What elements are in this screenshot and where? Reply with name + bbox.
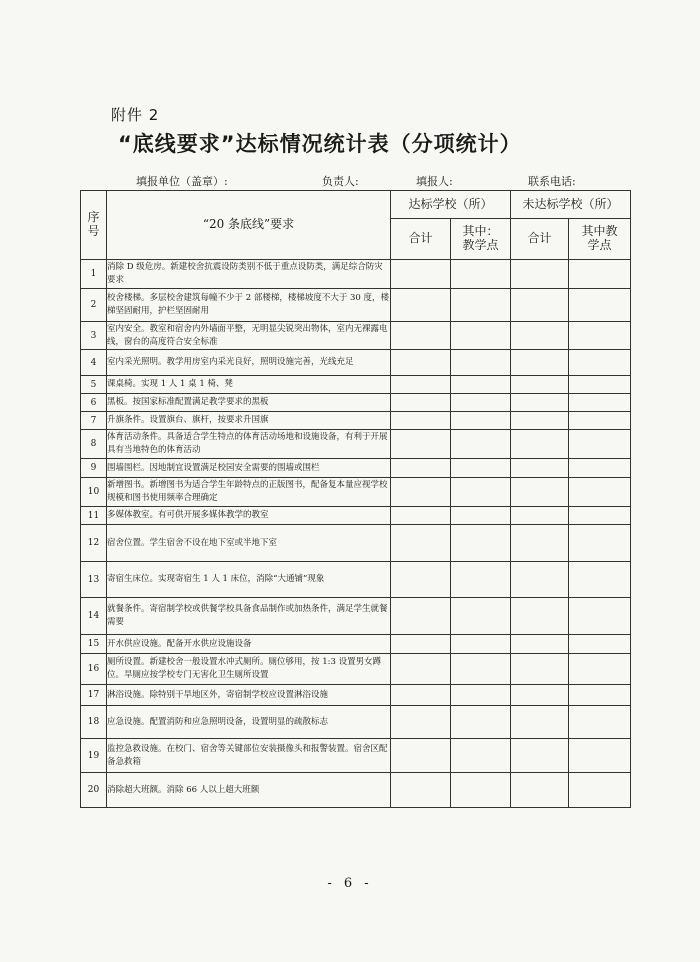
requirement-text: 监控急救设施。在校门、宿舍等关键部位安装摄像头和报警装置。宿舍区配备急救箱	[107, 739, 391, 773]
met-teaching-point-cell[interactable]	[451, 459, 511, 478]
page-title: “底线要求”达标情况统计表（分项统计）	[118, 132, 522, 156]
row-number: 13	[81, 562, 107, 598]
header-unmet-schools: 未达标学校（所）	[511, 191, 631, 219]
requirement-text: 寄宿生床位。实现寄宿生 1 人 1 床位，消除“大通铺”现象	[107, 562, 391, 598]
unmet-teaching-point-cell[interactable]	[569, 598, 631, 635]
unmet-teaching-point-cell[interactable]	[569, 459, 631, 478]
requirement-text: 厕所设置。新建校舍一般设置水冲式厕所。厕位够用，按 1:3 设置男女蹲位。旱厕应按学校专门无害化卫生厕所设置	[107, 654, 391, 685]
requirement-text: 课桌椅。实现 1 人 1 桌 1 椅、凳	[107, 376, 391, 394]
row-number: 17	[81, 685, 107, 706]
met-total-cell[interactable]	[391, 478, 451, 507]
unmet-teaching-point-cell[interactable]	[569, 322, 631, 350]
header-seq: 序号	[81, 191, 107, 260]
fill-phone-label: 联系电话:	[528, 175, 576, 188]
page-number: - 6 -	[327, 876, 373, 891]
unmet-total-cell[interactable]	[511, 350, 569, 376]
met-teaching-point-cell[interactable]	[451, 635, 511, 654]
unmet-total-cell[interactable]	[511, 478, 569, 507]
requirement-text: 消除超大班额。消除 66 人以上超大班额	[107, 773, 391, 808]
unmet-teaching-point-cell[interactable]	[569, 478, 631, 507]
met-teaching-point-cell[interactable]	[451, 685, 511, 706]
met-teaching-point-cell[interactable]	[451, 598, 511, 635]
unmet-total-cell[interactable]	[511, 376, 569, 394]
met-teaching-point-cell[interactable]	[451, 350, 511, 376]
requirement-text: 室内安全。教室和宿舍内外墙面平整，无明显尖锐突出物体，室内无裸露电线，窗台的高度符合安全标准	[107, 322, 391, 350]
met-teaching-point-cell[interactable]	[451, 322, 511, 350]
unmet-total-cell[interactable]	[511, 654, 569, 685]
met-total-cell[interactable]	[391, 394, 451, 412]
row-number: 12	[81, 525, 107, 562]
unmet-total-cell[interactable]	[511, 430, 569, 459]
met-teaching-point-cell[interactable]	[451, 525, 511, 562]
unmet-total-cell[interactable]	[511, 394, 569, 412]
fill-filler-label: 填报人:	[416, 175, 453, 188]
row-number: 20	[81, 773, 107, 808]
unmet-teaching-point-cell[interactable]	[569, 289, 631, 322]
unmet-teaching-point-cell[interactable]	[569, 654, 631, 685]
unmet-teaching-point-cell[interactable]	[569, 685, 631, 706]
requirement-text: 消除 D 级危房。新建校舍抗震设防类别不低于重点设防类，满足综合防灾要求	[107, 260, 391, 289]
met-teaching-point-cell[interactable]	[451, 739, 511, 773]
requirement-text: 围墙围栏。因地制宜设置满足校园安全需要的围墙或围栏	[107, 459, 391, 478]
requirement-text: 多媒体教室。有可供开展多媒体教学的教室	[107, 507, 391, 525]
met-total-cell[interactable]	[391, 322, 451, 350]
requirement-text: 宿舍位置。学生宿舍不设在地下室或半地下室	[107, 525, 391, 562]
requirement-text: 升旗条件。设置旗台、旗杆，按要求升国旗	[107, 412, 391, 430]
met-teaching-point-cell[interactable]	[451, 507, 511, 525]
row-number: 9	[81, 459, 107, 478]
requirement-text: 黑板。按国家标准配置满足教学要求的黑板	[107, 394, 391, 412]
met-total-cell[interactable]	[391, 260, 451, 289]
met-total-cell[interactable]	[391, 598, 451, 635]
header-unmet-total: 合计	[511, 219, 569, 260]
header-unmet-teaching-points: 其中教学点	[569, 219, 631, 260]
requirement-text: 室内采光照明。教学用房室内采光良好，照明设施完善，光线充足	[107, 350, 391, 376]
met-teaching-point-cell[interactable]	[451, 430, 511, 459]
met-total-cell[interactable]	[391, 507, 451, 525]
unmet-teaching-point-cell[interactable]	[569, 773, 631, 808]
unmet-teaching-point-cell[interactable]	[569, 706, 631, 739]
unmet-total-cell[interactable]	[511, 598, 569, 635]
row-number: 16	[81, 654, 107, 685]
unmet-teaching-point-cell[interactable]	[569, 430, 631, 459]
requirement-text: 体育活动条件。具备适合学生特点的体育活动场地和设施设备，有利于开展具有当地特色的体育活动	[107, 430, 391, 459]
unmet-total-cell[interactable]	[511, 739, 569, 773]
row-number: 4	[81, 350, 107, 376]
fill-unit-label: 填报单位（盖章）:	[136, 175, 228, 188]
requirement-text: 新增图书。新增图书为适合学生年龄特点的正版图书，配备复本量应视学校规模和图书使用频率合理确定	[107, 478, 391, 507]
unmet-teaching-point-cell[interactable]	[569, 635, 631, 654]
unmet-teaching-point-cell[interactable]	[569, 507, 631, 525]
met-teaching-point-cell[interactable]	[451, 289, 511, 322]
row-number: 8	[81, 430, 107, 459]
row-number: 19	[81, 739, 107, 773]
met-teaching-point-cell[interactable]	[451, 562, 511, 598]
met-teaching-point-cell[interactable]	[451, 706, 511, 739]
unmet-total-cell[interactable]	[511, 289, 569, 322]
met-total-cell[interactable]	[391, 289, 451, 322]
unmet-total-cell[interactable]	[511, 525, 569, 562]
row-number: 15	[81, 635, 107, 654]
unmet-teaching-point-cell[interactable]	[569, 739, 631, 773]
unmet-total-cell[interactable]	[511, 706, 569, 739]
row-number: 18	[81, 706, 107, 739]
unmet-total-cell[interactable]	[511, 773, 569, 808]
unmet-total-cell[interactable]	[511, 507, 569, 525]
unmet-teaching-point-cell[interactable]	[569, 376, 631, 394]
unmet-total-cell[interactable]	[511, 322, 569, 350]
statistics-table	[80, 190, 631, 808]
header-met-schools: 达标学校（所）	[391, 191, 511, 219]
fill-person-in-charge-label: 负责人:	[322, 175, 359, 188]
requirement-text: 校舍楼梯。多层校舍建筑每幢不少于 2 部楼梯，楼梯坡度不大于 30 度，楼梯坚固耐用，护栏坚固耐用	[107, 289, 391, 322]
header-met-teaching-points: 其中：教学点	[451, 219, 511, 260]
header-met-total: 合计	[391, 219, 451, 260]
attachment-label: 附件 2	[111, 106, 160, 124]
met-total-cell[interactable]	[391, 430, 451, 459]
unmet-teaching-point-cell[interactable]	[569, 260, 631, 289]
unmet-total-cell[interactable]	[511, 260, 569, 289]
unmet-teaching-point-cell[interactable]	[569, 525, 631, 562]
row-number: 5	[81, 376, 107, 394]
met-teaching-point-cell[interactable]	[451, 376, 511, 394]
met-teaching-point-cell[interactable]	[451, 773, 511, 808]
requirement-text: 淋浴设施。除特别干旱地区外，寄宿制学校应设置淋浴设施	[107, 685, 391, 706]
header-requirement: “20 条底线”要求	[107, 191, 391, 260]
met-teaching-point-cell[interactable]	[451, 654, 511, 685]
unmet-total-cell[interactable]	[511, 685, 569, 706]
met-total-cell[interactable]	[391, 773, 451, 808]
row-number: 1	[81, 260, 107, 289]
unmet-teaching-point-cell[interactable]	[569, 562, 631, 598]
met-total-cell[interactable]	[391, 635, 451, 654]
met-total-cell[interactable]	[391, 654, 451, 685]
row-number: 11	[81, 507, 107, 525]
met-total-cell[interactable]	[391, 412, 451, 430]
met-teaching-point-cell[interactable]	[451, 394, 511, 412]
row-number: 2	[81, 289, 107, 322]
unmet-total-cell[interactable]	[511, 412, 569, 430]
row-number: 10	[81, 478, 107, 507]
met-total-cell[interactable]	[391, 739, 451, 773]
row-number: 6	[81, 394, 107, 412]
met-teaching-point-cell[interactable]	[451, 260, 511, 289]
requirement-text: 应急设施。配置消防和应急照明设备，设置明显的疏散标志	[107, 706, 391, 739]
row-number: 7	[81, 412, 107, 430]
met-teaching-point-cell[interactable]	[451, 478, 511, 507]
unmet-total-cell[interactable]	[511, 562, 569, 598]
unmet-teaching-point-cell[interactable]	[569, 350, 631, 376]
unmet-teaching-point-cell[interactable]	[569, 394, 631, 412]
requirement-text: 开水供应设施。配备开水供应设施设备	[107, 635, 391, 654]
met-total-cell[interactable]	[391, 350, 451, 376]
met-total-cell[interactable]	[391, 376, 451, 394]
requirement-text: 就餐条件。寄宿制学校或供餐学校具备食品制作或加热条件，满足学生就餐需要	[107, 598, 391, 635]
fill-fields-row	[0, 173, 700, 191]
unmet-total-cell[interactable]	[511, 459, 569, 478]
row-number: 14	[81, 598, 107, 635]
unmet-total-cell[interactable]	[511, 635, 569, 654]
met-teaching-point-cell[interactable]	[451, 412, 511, 430]
met-total-cell[interactable]	[391, 706, 451, 739]
met-total-cell[interactable]	[391, 459, 451, 478]
met-total-cell[interactable]	[391, 525, 451, 562]
met-total-cell[interactable]	[391, 562, 451, 598]
unmet-teaching-point-cell[interactable]	[569, 412, 631, 430]
met-total-cell[interactable]	[391, 685, 451, 706]
row-number: 3	[81, 322, 107, 350]
